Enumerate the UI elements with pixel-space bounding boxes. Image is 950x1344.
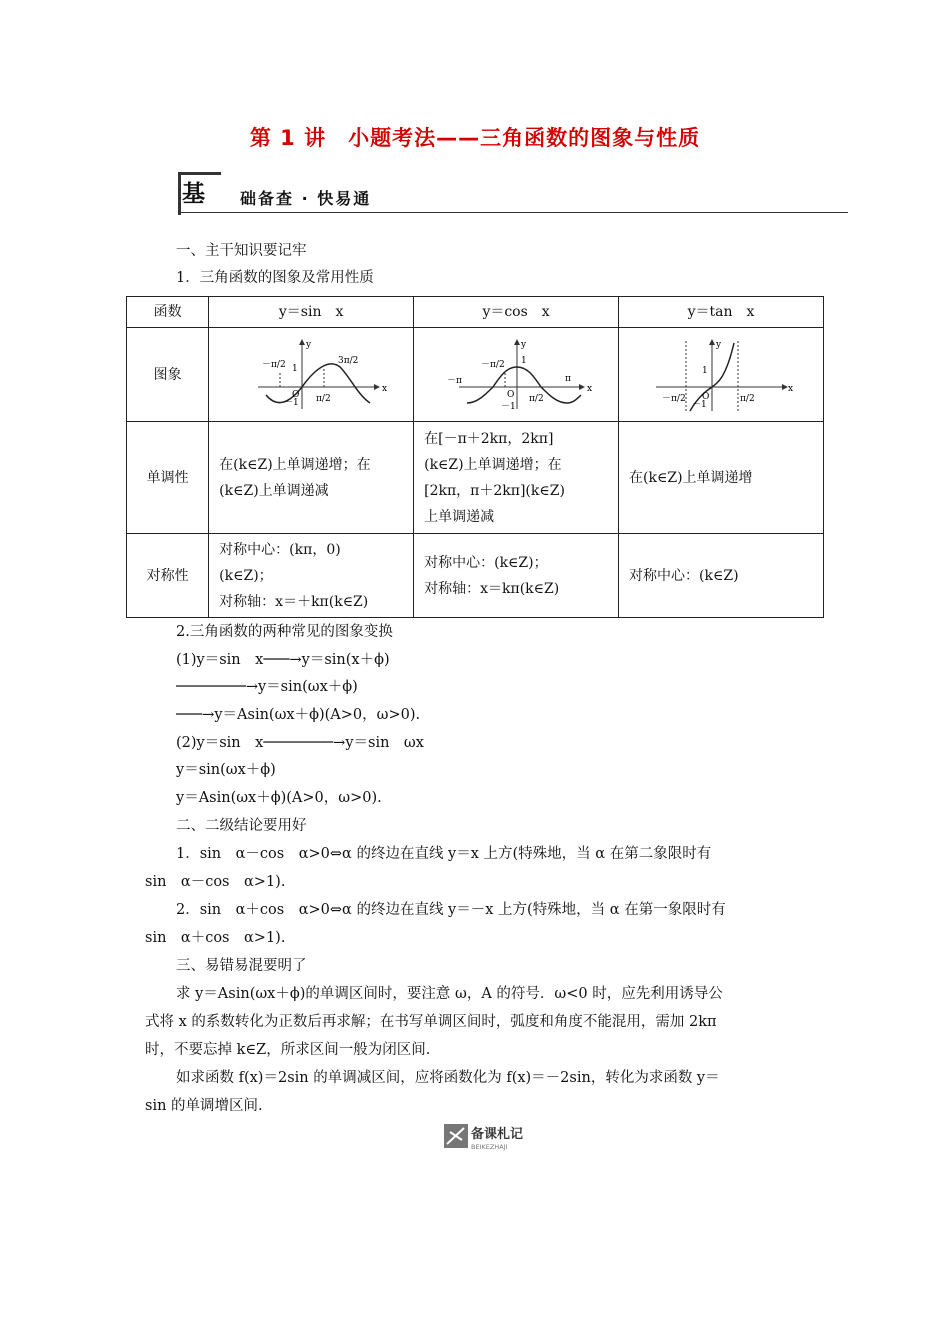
row-sym-label: 对称性 <box>127 534 209 618</box>
section-text: 础备查 · 快易通 <box>240 189 372 208</box>
note-2a: 如求函数 f(x)＝2sin 的单调减区间，应将函数化为 f(x)＝－2sin，转化为求函数 y＝ <box>176 1070 720 1086</box>
sin-one: 1 <box>292 363 298 374</box>
cos-mono-line: 上单调递减 <box>424 508 495 525</box>
row-graph-label: 图象 <box>127 328 209 422</box>
part2-item2: 2.三角函数的两种常见的图象变换 <box>176 624 393 640</box>
sin-sym <box>209 534 414 618</box>
conclusion-1b: sin α－cos α>1). <box>145 874 286 890</box>
sin-3pi-2: 3π/2 <box>338 355 359 366</box>
cos-one: 1 <box>521 355 527 366</box>
beikezhaji-logo <box>444 1122 540 1152</box>
th-func: 函数 <box>127 297 209 328</box>
logo-subtext: BEIKEZHAJI <box>471 1143 508 1151</box>
sin-graph <box>236 337 386 413</box>
cos-graph <box>441 337 591 413</box>
tan-sym-line: 对称中心：(k∈Z) <box>629 567 739 584</box>
sin-sym-line: 对称轴：x＝＋kπ(k∈Z) <box>219 593 369 610</box>
cos-neg-one: －1 <box>501 401 516 412</box>
section-rule <box>178 212 848 213</box>
part4-heading: 三、易错易混要明了 <box>176 958 307 974</box>
section-char: 基 <box>182 181 205 207</box>
cos-sym-line: 对称中心：(k∈Z)； <box>424 554 548 571</box>
tan-graph <box>646 337 796 413</box>
sin-mono-line: 在(k∈Z)上单调递增；在 <box>219 456 371 473</box>
sin-graph-cell <box>209 328 414 422</box>
tan-y-label: y <box>716 339 722 350</box>
cos-mono-line: 在[－π＋2kπ，2kπ] <box>424 430 554 447</box>
transform-line: y＝Asin(ωx＋ϕ)(A>0，ω>0). <box>176 790 382 806</box>
trig-table <box>126 296 824 618</box>
cos-mono-line: [2kπ，π＋2kπ](k∈Z) <box>424 482 565 499</box>
transform-line: ───→y＝Asin(ωx＋ϕ)(A>0，ω>0). <box>176 707 421 723</box>
cos-neg-pi: －π <box>447 375 462 386</box>
tan-graph-cell <box>619 328 824 422</box>
logo-graphic <box>444 1122 540 1152</box>
transform-line: (1)y＝sin x───→y＝sin(x＋ϕ) <box>176 652 390 668</box>
row-mono-label: 单调性 <box>127 422 209 534</box>
note-2b: sin 的单调增区间. <box>145 1098 263 1114</box>
logo-text: 备课札记 <box>471 1127 524 1142</box>
tan-mono-line: 在(k∈Z)上单调递增 <box>629 469 753 486</box>
sin-neg-one: －1 <box>284 397 299 408</box>
tan-sym <box>619 534 824 618</box>
cos-neg-pi-2: －π/2 <box>481 359 505 370</box>
cos-graph-cell <box>414 328 619 422</box>
sin-pi-2: π/2 <box>316 393 331 404</box>
th-tan: y＝tan x <box>619 297 824 328</box>
cos-mono <box>414 422 619 534</box>
cos-pi: π <box>565 373 571 384</box>
note-1c: 时，不要忘掉 k∈Z，所求区间一般为闭区间. <box>145 1042 431 1058</box>
tan-one: 1 <box>702 365 708 376</box>
cos-sym-line: 对称轴：x＝kπ(k∈Z) <box>424 580 560 597</box>
cos-y-label: y <box>521 339 527 350</box>
conclusion-1a: 1．sin α－cos α>0⇔α 的终边在直线 y＝x 上方(特殊地，当 α 在第二象限时有 <box>176 846 712 862</box>
transform-line: (2)y＝sin x────────→y＝sin ωx <box>176 735 424 751</box>
tan-origin: O <box>702 391 710 402</box>
transform-line: ────────→y＝sin(ωx＋ϕ) <box>176 679 358 695</box>
tan-x-label: x <box>788 383 794 394</box>
sin-neg-pi-2: －π/2 <box>262 359 286 370</box>
sin-mono-line: (k∈Z)上单调递减 <box>219 482 329 499</box>
sin-y-label: y <box>306 339 312 350</box>
sin-mono <box>209 422 414 534</box>
cos-origin: O <box>507 389 515 400</box>
part1-heading: 一、主干知识要记牢 <box>176 243 307 259</box>
tan-neg-one: －1 <box>692 399 707 410</box>
transform-line: y＝sin(ωx＋ϕ) <box>176 762 276 778</box>
tan-mono <box>619 422 824 534</box>
th-cos: y＝cos x <box>414 297 619 328</box>
conclusion-2a: 2．sin α＋cos α>0⇔α 的终边在直线 y＝－x 上方(特殊地，当 α 在第一象限时有 <box>176 902 726 918</box>
tan-pi-2: π/2 <box>740 393 755 404</box>
sin-x-label: x <box>382 383 388 394</box>
tan-neg-pi-2: －π/2 <box>662 393 686 404</box>
note-1a: 求 y＝Asin(ωx＋ϕ)的单调区间时，要注意 ω，A 的符号．ω<0 时，应先利用诱导公 <box>176 986 723 1002</box>
sin-sym-line: 对称中心：(kπ，0) <box>219 541 341 558</box>
sin-origin: O <box>292 389 300 400</box>
th-sin: y＝sin x <box>209 297 414 328</box>
cos-pi-2: π/2 <box>529 393 544 404</box>
page-title: 第 1 讲 小题考法——三角函数的图象与性质 <box>249 126 701 150</box>
cos-x-label: x <box>587 383 593 394</box>
note-1b: 式将 x 的系数转化为正数后再求解；在书写单调区间时，弧度和角度不能混用，需加 2kπ <box>145 1014 717 1030</box>
cos-sym <box>414 534 619 618</box>
section-header <box>178 172 848 216</box>
sin-sym-line: (k∈Z)； <box>219 567 273 584</box>
conclusion-2b: sin α＋cos α>1). <box>145 930 286 946</box>
part1-item1: 1．三角函数的图象及常用性质 <box>176 270 374 286</box>
cos-mono-line: (k∈Z)上单调递增；在 <box>424 456 562 473</box>
part3-heading: 二、二级结论要用好 <box>176 818 307 834</box>
